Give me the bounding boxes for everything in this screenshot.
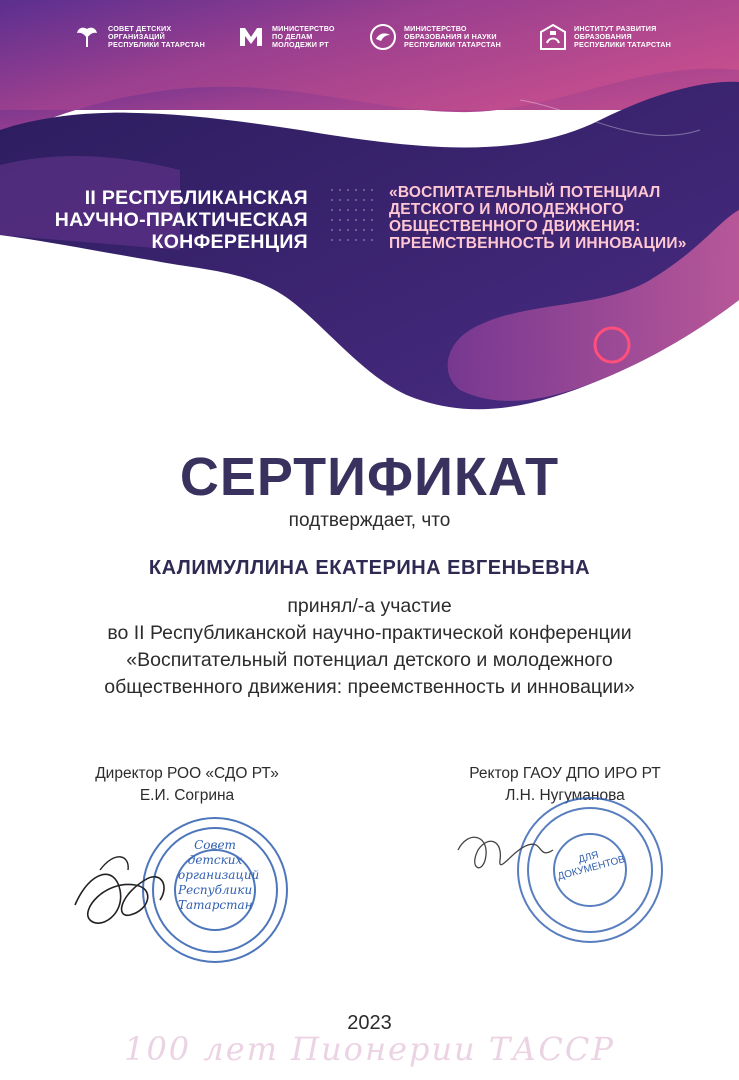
ministry-m-icon <box>236 22 266 52</box>
logo-text-education-institute: ИНСТИТУТ РАЗВИТИЯ ОБРАЗОВАНИЯ РЕСПУБЛИКИ ТАТАРСТАН <box>574 24 672 49</box>
signatory-position: Ректор ГАОУ ДПО ИРО РТ <box>469 765 661 782</box>
signature-block-director <box>62 763 312 807</box>
body-line-theme-1: «Воспитательный потенциал детского и молодежного <box>126 649 613 671</box>
logo-text-children-organizations: СОВЕТ ДЕТСКИХ ОРГАНИЗАЦИЙ РЕСПУБЛИКИ ТАТАРСТАН <box>108 24 206 49</box>
signatory-name: Е.И. Согрина <box>139 787 235 804</box>
body-line-participation: принял/-а участие <box>287 595 452 617</box>
confirms-text: подтверждает, что <box>288 510 451 531</box>
stamp-right-text: ДЛЯ ДОКУМЕНТОВ <box>556 849 627 883</box>
body-line-conference: во II Республиканской научно-практической конференции <box>107 622 632 644</box>
iro-emblem-icon <box>538 22 568 52</box>
signatory-name: Л.Н. Нугуманова <box>505 787 625 804</box>
signatory-position: Директор РОО «СДО РТ» <box>95 765 279 782</box>
bird-emblem-icon <box>72 22 102 52</box>
recipient-name: КАЛИМУЛЛИНА ЕКАТЕРИНА ЕВГЕНЬЕВНА <box>148 557 591 579</box>
tatarstan-emblem-icon <box>368 22 398 52</box>
conference-name: II РЕСПУБЛИКАНСКАЯ НАУЧНО-ПРАКТИЧЕСКАЯ КОНФЕРЕНЦИЯ <box>54 187 308 253</box>
logo-text-education-ministry: МИНИСТЕРСТВО ОБРАЗОВАНИЯ И НАУКИ РЕСПУБЛИКИ ТАТАРСТАН <box>404 24 502 49</box>
stamp-left-text: Совет детских организаций Республики Татарстан <box>178 838 260 912</box>
logo-children-organizations <box>72 22 205 52</box>
year: 2023 <box>347 1012 392 1034</box>
logo-youth-ministry <box>236 22 335 52</box>
certificate-title: СЕРТИФИКАТ <box>179 447 560 507</box>
conference-theme: «ВОСПИТАТЕЛЬНЫЙ ПОТЕНЦИАЛ ДЕТСКОГО И МОЛОДЕЖНОГО ОБЩЕСТВЕННОГО ДВИЖЕНИЯ: ПРЕЕМСТВЕННОСТЬ И ИННОВАЦИИ» <box>389 184 687 252</box>
logo-education-institute <box>538 22 671 52</box>
body-line-theme-2: общественного движения: преемственность и инновации» <box>104 676 635 698</box>
watermark-100-years: 100 лет Пионерии ТАССР <box>124 1030 615 1068</box>
logo-text-youth-ministry: МИНИСТЕРСТВО ПО ДЕЛАМ МОЛОДЕЖИ РТ <box>272 24 335 49</box>
logo-education-ministry <box>368 22 501 52</box>
